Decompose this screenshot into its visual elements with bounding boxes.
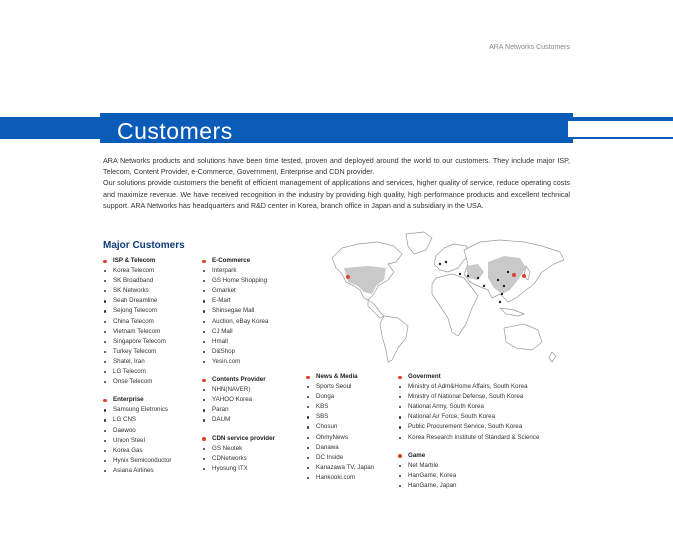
major-customers-heading: Major Customers — [103, 240, 185, 251]
marker-europe-1 — [439, 263, 441, 265]
list-item: E-Mart — [202, 296, 275, 306]
list-item: Turkey Telecom — [103, 347, 171, 357]
list-item: National Army, South Korea — [398, 402, 539, 412]
list-item: DAUM — [202, 415, 275, 425]
page-title: Customers — [117, 118, 233, 144]
list-item: Chosun — [306, 422, 374, 432]
list-item: CJ Mall — [202, 327, 275, 337]
category-ecommerce: E-Commerce — [202, 256, 275, 266]
list-item: GS Neotek — [202, 444, 275, 454]
list-item: Danawa — [306, 443, 374, 453]
column-3 — [306, 372, 374, 483]
marker-india — [483, 285, 485, 287]
list-ecommerce — [202, 266, 275, 367]
list-item: LG Telecom — [103, 367, 171, 377]
list-item: Hmall — [202, 337, 275, 347]
list-item: Kanazawa TV, Japan — [306, 463, 374, 473]
list-item: Net Marble — [398, 461, 539, 471]
list-item: Seah Dreamline — [103, 296, 171, 306]
marker-china-2 — [503, 285, 505, 287]
map-new-zealand — [549, 352, 556, 362]
list-item: Public Procurement Service, South Korea — [398, 422, 539, 432]
list-item: HanGame, Japan — [398, 481, 539, 491]
list-item: SBS — [306, 412, 374, 422]
list-item: Hankooki.com — [306, 473, 374, 483]
list-cdn — [202, 444, 275, 474]
list-item: CDNetworks — [202, 454, 275, 464]
list-item: China Telecom — [103, 317, 171, 327]
list-item: Samsung Eletronics — [103, 405, 171, 415]
list-item: Hynix Semiconductor — [103, 456, 171, 466]
list-item: Korea Telecom — [103, 266, 171, 276]
map-southeast-asia — [500, 308, 524, 316]
list-isp-telecom — [103, 266, 171, 387]
map-australia — [504, 324, 542, 350]
list-item: Onse Telecom — [103, 377, 171, 387]
list-item: Korea Research Institute of Standard & Science — [398, 433, 539, 443]
map-usa-highlight — [344, 266, 386, 294]
list-item: National Air Force, South Korea — [398, 412, 539, 422]
marker-korea — [512, 273, 516, 277]
list-item: Donga — [306, 392, 374, 402]
list-item: D&Shop — [202, 347, 275, 357]
marker-europe-2 — [445, 261, 447, 263]
list-news-media — [306, 382, 374, 483]
list-item: SK Broadband — [103, 276, 171, 286]
list-item: Asiana Airlines — [103, 466, 171, 476]
column-2 — [202, 256, 275, 474]
category-isp-telecom: ISP & Telecom — [103, 256, 171, 266]
list-item: YAHOO Korea — [202, 395, 275, 405]
list-government — [398, 382, 539, 443]
list-item: OhmyNews — [306, 433, 374, 443]
marker-iran — [477, 277, 479, 279]
list-item: Yesin.com — [202, 357, 275, 367]
map-central-america — [368, 300, 384, 318]
column-1 — [103, 256, 171, 476]
list-item: Auction, eBay Korea — [202, 317, 275, 327]
map-africa — [432, 274, 478, 336]
marker-china-1 — [497, 279, 499, 281]
list-item: LG CNS — [103, 415, 171, 425]
intro-text — [103, 155, 570, 211]
map-greenland — [406, 232, 432, 254]
list-item: Singapore Telecom — [103, 337, 171, 347]
map-south-america — [380, 316, 408, 362]
category-game: Game — [398, 451, 539, 461]
list-item: Union Steel — [103, 436, 171, 446]
category-government: Goverment — [398, 372, 539, 382]
list-item: Ministry of National Defense, South Korea — [398, 392, 539, 402]
list-item: Sejong Telecom — [103, 306, 171, 316]
list-item: Interpark — [202, 266, 275, 276]
category-contents-provider: Contents Provider — [202, 375, 275, 385]
column-4 — [398, 372, 539, 491]
marker-turkey — [459, 273, 461, 275]
marker-singapore — [499, 301, 501, 303]
list-item: Shatel, Iran — [103, 357, 171, 367]
list-item: HanGame, Korea — [398, 471, 539, 481]
list-item: GS Home Shopping — [202, 276, 275, 286]
marker-asia-extra — [507, 271, 509, 273]
list-item: Shinsegae Mall — [202, 306, 275, 316]
category-enterprise: Enterprise — [103, 395, 171, 405]
category-cdn: CDN service provider — [202, 434, 275, 444]
list-item: DC Inside — [306, 453, 374, 463]
marker-japan — [522, 274, 526, 278]
marker-vietnam — [501, 293, 503, 295]
banner-gap — [568, 121, 673, 137]
header-title: ARA Networks Customers — [489, 44, 570, 51]
intro-paragraph-1: ARA Networks products and solutions have been time tested, proven and deployed around the world to our customers. They include major ISP, Telecom, Content Provider, e-Commerce, Government, Enterprise and CDN provider. — [103, 156, 570, 177]
list-contents-provider — [202, 385, 275, 425]
list-game — [398, 461, 539, 491]
list-item: Gmarket — [202, 286, 275, 296]
list-item: Daewoo — [103, 426, 171, 436]
list-enterprise — [103, 405, 171, 476]
list-item: Vietnam Telecom — [103, 327, 171, 337]
list-item: Ministry of Adm&Home Affairs, South Korea — [398, 382, 539, 392]
list-item: Sports Seoul — [306, 382, 374, 392]
list-item: SK Networks — [103, 286, 171, 296]
list-item: Paran — [202, 405, 275, 415]
intro-paragraph-2: Our solutions provide customers the benefit of efficient management of applications and services, higher quality of service, reduce operating costs and maximize revenue. We have received recognition in the industry by providing high quality, high performance products and excellent technical support. ARA Networks has headquarters and R&D center in Korea, branch office in Japan and a subsidiary in the USA. — [103, 178, 570, 210]
marker-middle-east — [467, 275, 469, 277]
world-map — [328, 228, 573, 366]
list-item: Hyosung ITX — [202, 464, 275, 474]
category-news-media: News & Media — [306, 372, 374, 382]
list-item: KBS — [306, 402, 374, 412]
list-item: Korea Gas — [103, 446, 171, 456]
list-item: NHN(NAVER) — [202, 385, 275, 395]
marker-usa — [346, 275, 350, 279]
